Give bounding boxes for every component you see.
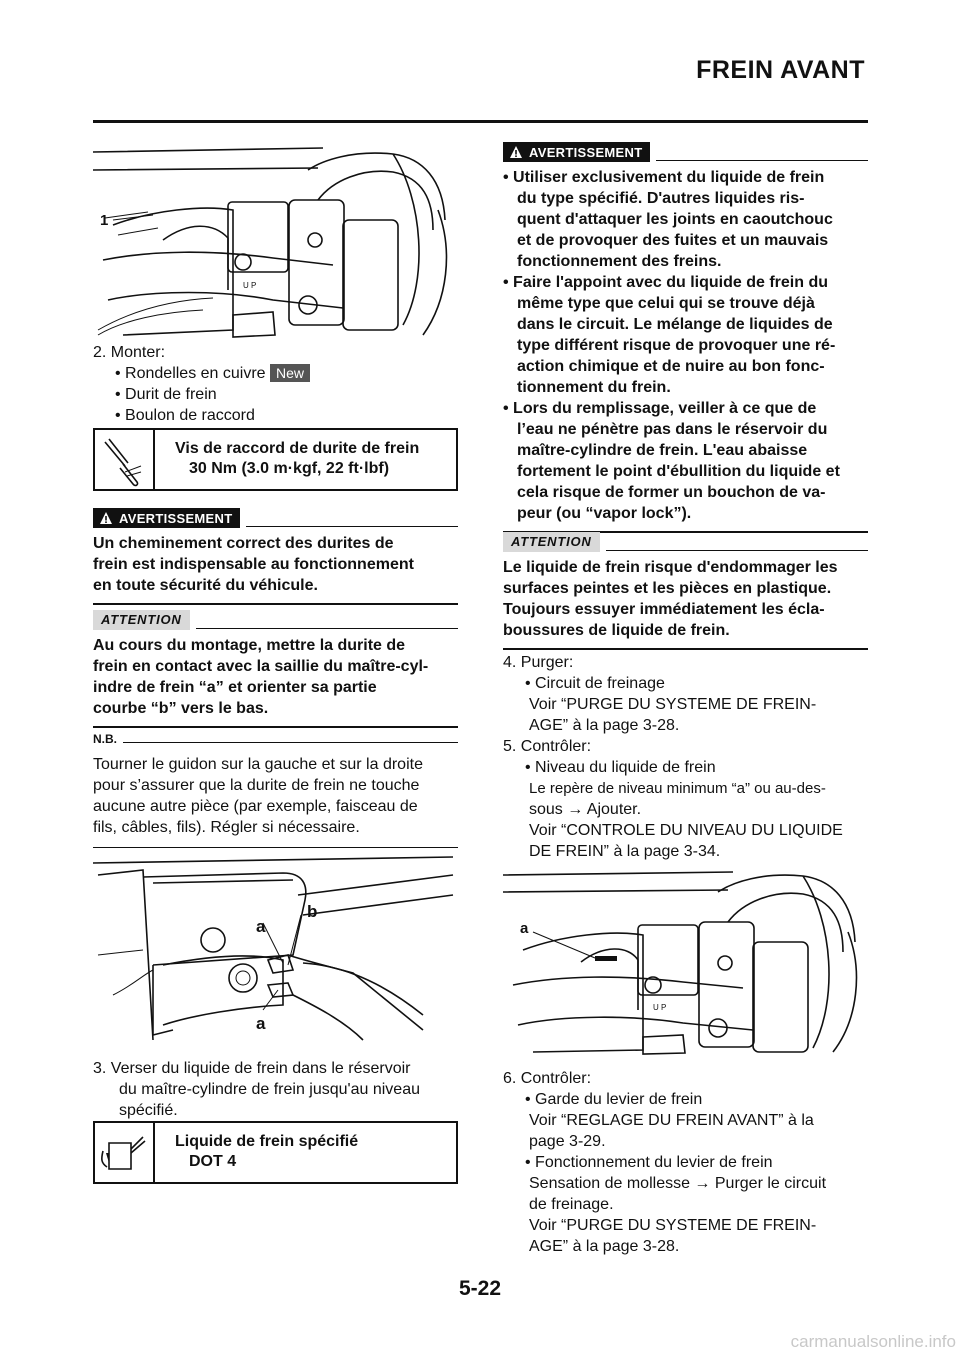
page-number: 5-22 (458, 1277, 502, 1300)
figure-hose-routing (93, 855, 458, 1045)
warning-block-1 (93, 508, 458, 605)
warning-rule (656, 160, 868, 161)
nb-rule (123, 742, 458, 743)
attention-block-2 (503, 532, 868, 650)
fluid-spec-box (93, 1121, 458, 1184)
nb-text: Tourner le guidon sur la gauche et sur la droite pour s’assurer que la durite de frein ne touche aucune autre pièce (par exemple, faisceau de fils, câbles, fils). Régler si nécessaire. (93, 756, 423, 836)
new-badge: New (270, 364, 310, 382)
warning-icon (509, 145, 523, 159)
attention-end-rule (503, 648, 868, 650)
warning-icon (99, 511, 113, 525)
figure-fluid-level (503, 860, 868, 1055)
svg-text:U P: U P (653, 1003, 667, 1012)
attention-badge: ATTENTION (93, 610, 190, 630)
torque-value: 30 Nm (3.0 m·kgf, 22 ft·lbf) (189, 460, 390, 477)
nb-block (93, 732, 458, 848)
warning-badge: AVERTISSEMENT (93, 508, 240, 528)
page-title: FREIN AVANT (696, 56, 865, 84)
list-item: • Rondelles en cuivre New (93, 363, 458, 384)
wrench-icon (95, 430, 155, 489)
fluid-label: Liquide de frein spécifié (175, 1133, 359, 1150)
fluid-value: DOT 4 (189, 1153, 237, 1170)
attention-rule (606, 550, 868, 551)
warning-badge: AVERTISSEMENT (503, 142, 650, 162)
attention-badge: ATTENTION (503, 532, 600, 552)
watermark: carmanualsonline.info (790, 1332, 956, 1351)
warning-rule (246, 526, 458, 527)
step-4: 4. Purger: • Circuit de freinage Voir “PURGE DU SYSTEME DE FREIN- AGE” à la page 3-28. (503, 654, 817, 734)
list-item: • Durit de frein (115, 386, 217, 403)
figure-callout-1: 1 (100, 212, 109, 229)
figure-callout-a: a (520, 920, 529, 937)
step-5: 5. Contrôler: • Niveau du liquide de frein Le repère de niveau minimum “a” ou au-des- sous → Ajouter. Voir “CONTROLE DU NIVEAU DU LIQUIDE DE FREIN” à la page 3-34. (503, 738, 843, 860)
torque-spec-box (93, 428, 458, 491)
figure-callout-b: b (307, 902, 318, 921)
attention-rule (196, 628, 458, 629)
warning-text: Un cheminement correct des durites de frein est indispensable au fonctionnement en toute sécurité du véhicule. (93, 535, 414, 594)
step-3: 3. Verser du liquide de frein dans le réservoir du maître-cylindre de frein jusqu'au niveau spécifié. (93, 1060, 420, 1119)
nb-end-rule (93, 847, 458, 848)
step-title: 2. Monter: (93, 344, 166, 361)
warning-text: • Utiliser exclusivement du liquide de frein du type spécifié. D'autres liquides ris- quent d'attaquer les joints en caoutchouc et de provoquer des fuites et un mauvais fonctionnement des freins. • Faire l'appoint avec du liquide de frein du même type que celui qui se trouve déjà dans le circuit. Le mélange de liquides de type différent risque de provoquer une ré- action chimique et de nuire au bon fonc- tionnement du frein. • Lors du remplissage, veiller à ce que de l’eau ne pénètre pas dans le réservoir du maître-cylindre de frein. L'eau abaisse fortement le point d'ébullition du liquide et cela risque de former un bouchon de va- peur (ou “vapor lock”). (503, 169, 840, 522)
attention-block-1 (93, 610, 458, 728)
step-6: 6. Contrôler: • Garde du levier de frein Voir “REGLAGE DU FREIN AVANT” à la page 3-29. • Fonctionnement du levier de frein Sensation de mollesse → Purger le circuit de freinage. Voir “PURGE DU SYSTEME DE FREIN- AGE” à la page 3-28. (503, 1070, 827, 1255)
oil-can-icon (95, 1123, 155, 1182)
warning-block-2 (503, 142, 868, 533)
svg-text:U P: U P (243, 281, 257, 290)
list-item: • Boulon de raccord (115, 407, 255, 424)
attention-text: Le liquide de frein risque d'endommager les surfaces peintes et les pièces en plastique. Toujours essuyer immédiatement les écla- boussures de liquide de frein. (503, 559, 838, 639)
attention-end-rule (93, 726, 458, 728)
warning-end-rule (93, 603, 458, 605)
figure-callout-a-bottom: a (256, 1014, 266, 1033)
attention-text: Au cours du montage, mettre la durite de frein en contact avec la saillie du maître-cyl- indre de frein “a” et orienter sa partie courbe “b” vers le bas. (93, 637, 429, 717)
step-2 (93, 342, 458, 426)
nb-label: N.B. (93, 732, 117, 746)
figure-callout-a-top: a (256, 917, 266, 936)
header-rule (93, 120, 868, 123)
figure-brake-hose-union (93, 140, 458, 340)
torque-label: Vis de raccord de durite de frein (175, 440, 420, 457)
